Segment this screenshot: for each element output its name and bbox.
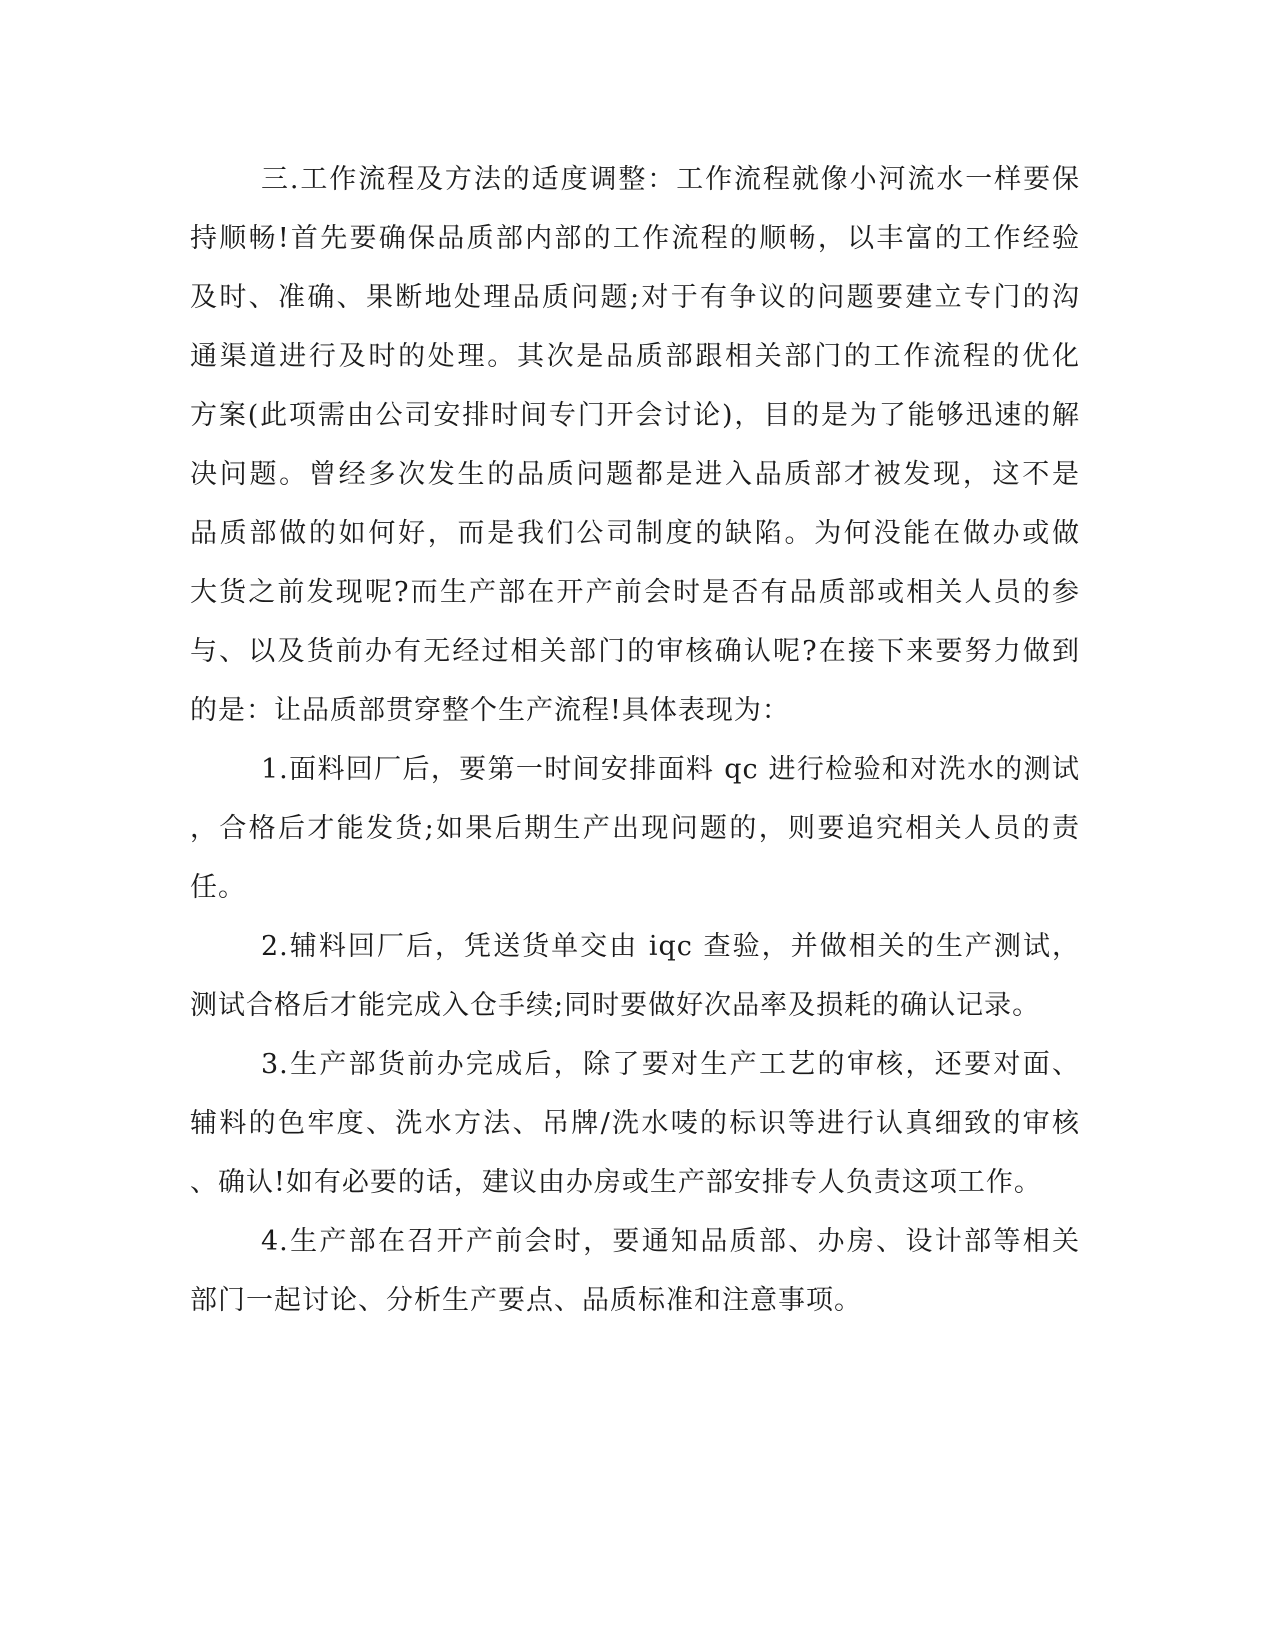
paragraph-1-line-2: 持顺畅!首先要确保品质部内部的工作流程的顺畅，以丰富的工作经验 bbox=[190, 223, 1080, 254]
paragraph-2-line-1: 1.面料回厂后，要第一时间安排面料 qc 进行检验和对洗水的测试 bbox=[261, 754, 1080, 785]
paragraph-5-line-1: 4.生产部在召开产前会时，要通知品质部、办房、设计部等相关 bbox=[261, 1226, 1080, 1257]
paragraph-3-line-1: 2.辅料回厂后，凭送货单交由 iqc 查验，并做相关的生产测试， bbox=[261, 931, 1080, 962]
paragraph-1-line-6: 决问题。曾经多次发生的品质问题都是进入品质部才被发现，这不是 bbox=[190, 459, 1080, 490]
paragraph-2-line-3: 任。 bbox=[190, 872, 246, 903]
paragraph-4-line-1: 3.生产部货前办完成后，除了要对生产工艺的审核，还要对面、 bbox=[261, 1049, 1080, 1080]
paragraph-1-line-3: 及时、准确、果断地处理品质问题;对于有争议的问题要建立专门的沟 bbox=[190, 282, 1080, 313]
paragraph-1-line-8: 大货之前发现呢?而生产部在开产前会时是否有品质部或相关人员的参 bbox=[190, 577, 1080, 608]
paragraph-1-line-7: 品质部做的如何好，而是我们公司制度的缺陷。为何没能在做办或做 bbox=[190, 518, 1080, 549]
paragraph-2-line-2: ，合格后才能发货;如果后期生产出现问题的，则要追究相关人员的责 bbox=[190, 813, 1080, 844]
paragraph-1-line-5: 方案(此项需由公司安排时间专门开会讨论)，目的是为了能够迅速的解 bbox=[190, 400, 1080, 431]
paragraph-4-line-2: 辅料的色牢度、洗水方法、吊牌/洗水唛的标识等进行认真细致的审核 bbox=[190, 1108, 1080, 1139]
paragraph-1-line-1: 三.工作流程及方法的适度调整：工作流程就像小河流水一样要保 bbox=[261, 164, 1080, 195]
paragraph-1-line-4: 通渠道进行及时的处理。其次是品质部跟相关部门的工作流程的优化 bbox=[190, 341, 1080, 372]
paragraph-1-line-9: 与、以及货前办有无经过相关部门的审核确认呢?在接下来要努力做到 bbox=[190, 636, 1080, 667]
paragraph-5-line-2: 部门一起讨论、分析生产要点、品质标准和注意事项。 bbox=[190, 1285, 862, 1316]
paragraph-1-line-10: 的是：让品质部贯穿整个生产流程!具体表现为： bbox=[190, 695, 790, 726]
paragraph-3-line-2: 测试合格后才能完成入仓手续;同时要做好次品率及损耗的确认记录。 bbox=[190, 990, 1041, 1021]
paragraph-4-line-3: 、确认!如有必要的话，建议由办房或生产部安排专人负责这项工作。 bbox=[190, 1167, 1042, 1198]
